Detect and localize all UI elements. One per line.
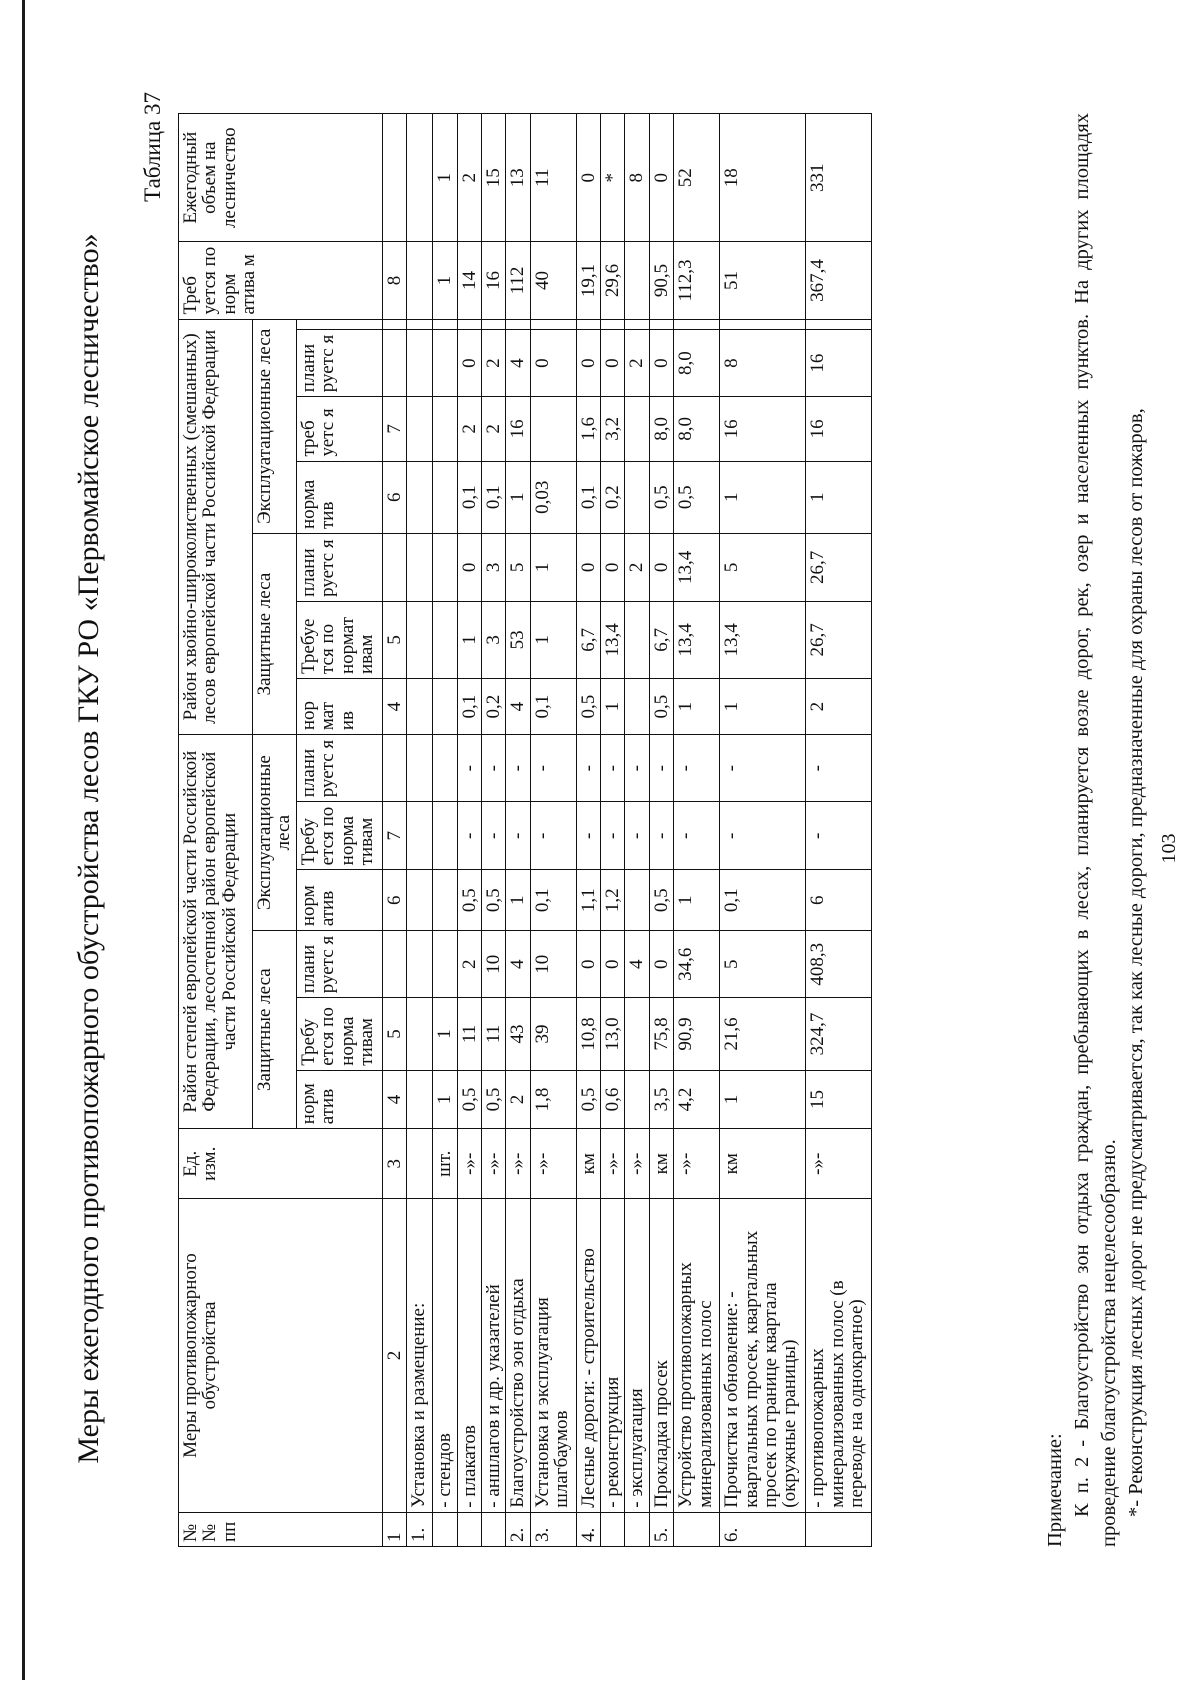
value-cell: 8 xyxy=(625,114,649,242)
measure-cell: Прочистка и обновление: - квартальных просек, квартальных просек по границе квартала (окружные границы) xyxy=(720,1199,806,1512)
value-cell xyxy=(625,461,649,533)
header-r2p-required: Требуе тся по нормат ивам xyxy=(296,601,382,678)
table-body xyxy=(407,114,872,1547)
measure-cell: - аншлагов и др. указателей xyxy=(481,1199,505,1512)
value-cell: 4,2 xyxy=(674,1070,720,1128)
value-cell: 324,7 xyxy=(806,998,872,1070)
value-cell: 1 xyxy=(433,998,457,1070)
header-r1p-required: Требу ется по норма тивам xyxy=(296,998,382,1070)
value-cell: 0 xyxy=(576,114,600,242)
row-number-cell xyxy=(806,1512,872,1546)
header-r2p-norm: нор мат ив xyxy=(296,679,382,735)
value-cell: 0 xyxy=(601,330,625,397)
value-cell xyxy=(407,319,433,330)
header-r1e-norm: норм атив xyxy=(296,870,382,931)
col-number: 4 xyxy=(382,1070,406,1128)
value-cell xyxy=(433,870,457,931)
value-cell: 1 xyxy=(530,534,576,602)
value-cell: 5 xyxy=(720,931,806,998)
value-cell: - xyxy=(625,735,649,802)
value-cell: 1 xyxy=(806,461,872,533)
value-cell xyxy=(407,461,433,533)
value-cell: 2 xyxy=(457,114,481,242)
value-cell xyxy=(625,242,649,319)
value-cell: 0,6 xyxy=(601,1070,625,1128)
value-cell: 2 xyxy=(806,679,872,735)
value-cell: 408,3 xyxy=(806,931,872,998)
fire-protection-table xyxy=(178,113,872,1547)
row-number-cell xyxy=(601,1512,625,1546)
value-cell: 14 xyxy=(457,242,481,319)
value-cell: 1 xyxy=(720,461,806,533)
value-cell: 0,5 xyxy=(457,1070,481,1128)
value-cell xyxy=(806,319,872,330)
value-cell: 8 xyxy=(720,330,806,397)
value-cell xyxy=(407,330,433,397)
value-cell: - xyxy=(530,735,576,802)
value-cell: 13,4 xyxy=(674,601,720,678)
value-cell: 0 xyxy=(649,931,673,998)
value-cell xyxy=(407,1129,433,1199)
value-cell xyxy=(530,319,576,330)
header-r1p-planned: плани руетс я xyxy=(296,931,382,998)
value-cell: - xyxy=(625,802,649,870)
value-cell: - xyxy=(674,802,720,870)
value-cell: - xyxy=(576,802,600,870)
value-cell: 16 xyxy=(481,242,505,319)
value-cell: -»- xyxy=(674,1129,720,1199)
value-cell: 29,6 xyxy=(601,242,625,319)
value-cell: 15 xyxy=(806,1070,872,1128)
measure-cell: - противопожарных минерализованных полос (в переводе на однократное) xyxy=(806,1199,872,1512)
value-cell: 13 xyxy=(506,114,530,242)
value-cell: 0 xyxy=(601,534,625,602)
value-cell: 0,5 xyxy=(649,461,673,533)
value-cell: 1,6 xyxy=(576,397,600,461)
value-cell: 75,8 xyxy=(649,998,673,1070)
value-cell xyxy=(433,735,457,802)
value-cell xyxy=(407,242,433,319)
value-cell: 19,1 xyxy=(576,242,600,319)
value-cell: -»- xyxy=(601,1129,625,1199)
value-cell xyxy=(625,1070,649,1128)
col-number-blank xyxy=(382,931,406,998)
value-cell: 51 xyxy=(720,242,806,319)
value-cell: 0 xyxy=(576,330,600,397)
value-cell xyxy=(433,601,457,678)
value-cell xyxy=(433,679,457,735)
value-cell: 2 xyxy=(506,1070,530,1128)
value-cell: 26,7 xyxy=(806,534,872,602)
value-cell: - xyxy=(457,735,481,802)
header-total-required: Треб уется по норм атива м xyxy=(179,242,383,319)
value-cell: 0,5 xyxy=(649,870,673,931)
table-row xyxy=(601,114,625,1547)
col-number: 5 xyxy=(382,998,406,1070)
measure-cell: Установка и размещение: xyxy=(407,1199,433,1512)
col-number: 1 xyxy=(382,1512,406,1546)
value-cell xyxy=(433,319,457,330)
header-r2e-planned: плани руетс я xyxy=(296,330,382,397)
note-1: К п. 2 - Благоустройство зон отдыха граждан, пребывающих в лесах, планируется возле дорог, рек, озер и населенных пунктов. На других площадях проведение благоустройства нецелесообразно. xyxy=(1071,113,1121,1547)
value-cell: 4 xyxy=(506,679,530,735)
header-r1e-planned: плани руетс я xyxy=(296,735,382,802)
table-row xyxy=(506,114,530,1547)
value-cell: 11 xyxy=(481,998,505,1070)
measure-cell: Лесные дороги: - строительство xyxy=(576,1199,600,1512)
value-cell: 0,5 xyxy=(481,1070,505,1128)
value-cell: 8,0 xyxy=(674,397,720,461)
value-cell xyxy=(407,802,433,870)
value-cell: 0 xyxy=(601,931,625,998)
value-cell: * xyxy=(601,114,625,242)
value-cell: - xyxy=(481,802,505,870)
value-cell: 1 xyxy=(433,114,457,242)
value-cell: 34,6 xyxy=(674,931,720,998)
value-cell: - xyxy=(530,802,576,870)
header-spacer xyxy=(296,319,382,330)
value-cell xyxy=(625,679,649,735)
measure-cell: Благоустройство зон отдыха xyxy=(506,1199,530,1512)
value-cell: 1 xyxy=(506,461,530,533)
value-cell: 331 xyxy=(806,114,872,242)
table-row xyxy=(457,114,481,1547)
header-annual-volume: Ежегодный объем на лесничество xyxy=(179,114,383,242)
header-r1p-norm: норм атив xyxy=(296,1070,382,1128)
col-number-blank xyxy=(382,114,406,242)
value-cell: -»- xyxy=(625,1129,649,1199)
col-number-blank xyxy=(382,319,406,330)
value-cell: 10,8 xyxy=(576,998,600,1070)
value-cell: - xyxy=(649,735,673,802)
row-number-cell: 1. xyxy=(407,1512,433,1546)
header-r1e-required: Требу ется по норма тивам xyxy=(296,802,382,870)
value-cell: 1 xyxy=(720,679,806,735)
value-cell: 8,0 xyxy=(649,397,673,461)
col-number: 6 xyxy=(382,461,406,533)
col-number-blank xyxy=(382,534,406,602)
value-cell: 1,8 xyxy=(530,1070,576,1128)
value-cell: 0 xyxy=(649,534,673,602)
value-cell: 5 xyxy=(506,534,530,602)
value-cell: 0,1 xyxy=(720,870,806,931)
value-cell xyxy=(674,319,720,330)
value-cell: 0,1 xyxy=(530,870,576,931)
value-cell xyxy=(433,931,457,998)
value-cell: 1 xyxy=(457,601,481,678)
value-cell xyxy=(625,601,649,678)
table-row xyxy=(720,114,806,1547)
value-cell: 0,2 xyxy=(601,461,625,533)
value-cell: 367,4 xyxy=(806,242,872,319)
value-cell: 1 xyxy=(433,242,457,319)
notes xyxy=(1042,113,1150,1547)
row-number-cell: 5. xyxy=(649,1512,673,1546)
col-number: 8 xyxy=(382,242,406,319)
value-cell: - xyxy=(601,735,625,802)
value-cell: - xyxy=(649,802,673,870)
row-number-cell xyxy=(625,1512,649,1546)
value-cell: - xyxy=(720,735,806,802)
value-cell: 0 xyxy=(649,330,673,397)
value-cell xyxy=(649,319,673,330)
col-number: 2 xyxy=(382,1199,406,1512)
value-cell: 6,7 xyxy=(649,601,673,678)
row-number-cell xyxy=(457,1512,481,1546)
value-cell: 52 xyxy=(674,114,720,242)
value-cell: 53 xyxy=(506,601,530,678)
row-number-cell xyxy=(674,1512,720,1546)
value-cell: 0,5 xyxy=(481,870,505,931)
col-number: 4 xyxy=(382,679,406,735)
measure-cell: - плакатов xyxy=(457,1199,481,1512)
value-cell: - xyxy=(576,735,600,802)
value-cell: 10 xyxy=(481,931,505,998)
value-cell: 0 xyxy=(576,534,600,602)
notes-label: Примечание: xyxy=(1044,1433,1066,1547)
value-cell: шт. xyxy=(433,1129,457,1199)
value-cell: 4 xyxy=(506,931,530,998)
value-cell xyxy=(407,931,433,998)
value-cell: -»- xyxy=(481,1129,505,1199)
value-cell: - xyxy=(806,735,872,802)
row-number-cell xyxy=(433,1512,457,1546)
measure-cell: - эксплуатация xyxy=(625,1199,649,1512)
value-cell xyxy=(576,319,600,330)
value-cell: 1 xyxy=(530,601,576,678)
value-cell: 8,0 xyxy=(674,330,720,397)
value-cell: 2 xyxy=(481,397,505,461)
value-cell: км xyxy=(576,1129,600,1199)
value-cell: 16 xyxy=(806,330,872,397)
value-cell: 0,1 xyxy=(481,461,505,533)
table-row xyxy=(806,114,872,1547)
value-cell: 0 xyxy=(576,931,600,998)
value-cell: 0,03 xyxy=(530,461,576,533)
value-cell xyxy=(433,534,457,602)
value-cell xyxy=(407,870,433,931)
header-r2e-required: треб уетс я xyxy=(296,397,382,461)
value-cell: - xyxy=(601,802,625,870)
value-cell xyxy=(407,679,433,735)
value-cell xyxy=(506,319,530,330)
value-cell xyxy=(407,601,433,678)
value-cell: 1 xyxy=(674,679,720,735)
value-cell: 2 xyxy=(481,330,505,397)
value-cell: 2 xyxy=(457,397,481,461)
value-cell: 0 xyxy=(649,114,673,242)
header-r1-protective: Защитные леса xyxy=(253,931,297,1129)
value-cell: 0 xyxy=(530,330,576,397)
row-number-cell: 4. xyxy=(576,1512,600,1546)
header-r2e-norm: норма тив xyxy=(296,461,382,533)
value-cell: 1 xyxy=(506,870,530,931)
value-cell xyxy=(407,998,433,1070)
table-row xyxy=(530,114,576,1547)
value-cell: 13,0 xyxy=(601,998,625,1070)
value-cell: - xyxy=(481,735,505,802)
value-cell: - xyxy=(720,802,806,870)
table-row xyxy=(649,114,673,1547)
col-number-blank xyxy=(382,735,406,802)
row-number-cell: 3. xyxy=(530,1512,576,1546)
value-cell xyxy=(407,397,433,461)
value-cell: 1,2 xyxy=(601,870,625,931)
measure-cell: Прокладка просек xyxy=(649,1199,673,1512)
value-cell: 16 xyxy=(506,397,530,461)
value-cell: - xyxy=(506,802,530,870)
value-cell xyxy=(625,397,649,461)
col-number: 3 xyxy=(382,1129,406,1199)
value-cell: 6,7 xyxy=(576,601,600,678)
table-row xyxy=(433,114,457,1547)
header-measures: Меры противопожарного обустройства xyxy=(179,1199,383,1512)
value-cell: 18 xyxy=(720,114,806,242)
page-title: Меры ежегодного противопожарного обустройства лесов ГКУ РО «Первомайское лесничество» xyxy=(72,233,105,1464)
measure-cell: - реконструкция xyxy=(601,1199,625,1512)
value-cell: 0,1 xyxy=(457,461,481,533)
value-cell: 90,9 xyxy=(674,998,720,1070)
value-cell: - xyxy=(674,735,720,802)
value-cell: 21,6 xyxy=(720,998,806,1070)
header-r2-protective: Защитные леса xyxy=(253,534,297,735)
header-region-2: Район хвойно-широколиственных (смешанных) лесов европейской части Российской Федерации xyxy=(179,319,253,735)
value-cell: 0 xyxy=(457,534,481,602)
header-r2-exploitation: Эксплуатационные леса xyxy=(253,319,297,533)
value-cell: 0,5 xyxy=(674,461,720,533)
value-cell: 0,1 xyxy=(457,679,481,735)
value-cell: км xyxy=(720,1129,806,1199)
note-2: *- Реконструкция лесных дорог не предусматривается, так как лесные дороги, предназначенные для охраны лесов от пожаров, xyxy=(1125,408,1148,1517)
value-cell: 3,2 xyxy=(601,397,625,461)
value-cell: 16 xyxy=(720,397,806,461)
row-number-cell: 6. xyxy=(720,1512,806,1546)
measure-cell: - стендов xyxy=(433,1199,457,1512)
value-cell xyxy=(720,319,806,330)
value-cell: 4 xyxy=(506,330,530,397)
value-cell xyxy=(601,319,625,330)
table-row xyxy=(674,114,720,1547)
header-unit: Ед. изм. xyxy=(179,1129,383,1199)
value-cell xyxy=(625,319,649,330)
measure-cell: Устройство противопожарных минерализованных полос xyxy=(674,1199,720,1512)
value-cell: 39 xyxy=(530,998,576,1070)
value-cell: 1,1 xyxy=(576,870,600,931)
value-cell: 16 xyxy=(806,397,872,461)
value-cell: - xyxy=(506,735,530,802)
value-cell: 0,5 xyxy=(649,679,673,735)
row-number-cell: 2. xyxy=(506,1512,530,1546)
value-cell: 3 xyxy=(481,601,505,678)
value-cell: 40 xyxy=(530,242,576,319)
value-cell: км xyxy=(649,1129,673,1199)
value-cell: 6 xyxy=(806,870,872,931)
table-row xyxy=(407,114,433,1547)
value-cell: 90,5 xyxy=(649,242,673,319)
value-cell: - xyxy=(806,802,872,870)
value-cell xyxy=(407,1070,433,1128)
measure-cell: Установка и эксплуатация шлагбаумов xyxy=(530,1199,576,1512)
value-cell: 1 xyxy=(433,1070,457,1128)
col-number-blank xyxy=(382,330,406,397)
page-number: 103 xyxy=(1158,833,1180,864)
value-cell: 2 xyxy=(457,931,481,998)
value-cell: 26,7 xyxy=(806,601,872,678)
header-region-1: Район степей европейской части Российской Федерации, лесостепной район европейской части Российской Федерации xyxy=(179,735,253,1129)
value-cell: 112,3 xyxy=(674,242,720,319)
value-cell xyxy=(481,319,505,330)
table-row xyxy=(576,114,600,1547)
value-cell: 13,4 xyxy=(720,601,806,678)
value-cell: 2 xyxy=(625,534,649,602)
table-row xyxy=(481,114,505,1547)
value-cell: 5 xyxy=(720,534,806,602)
value-cell: 0,5 xyxy=(457,870,481,931)
header-r2p-planned: плани руетс я xyxy=(296,534,382,602)
value-cell: 0 xyxy=(457,330,481,397)
value-cell: 1 xyxy=(720,1070,806,1128)
value-cell: 13,4 xyxy=(601,601,625,678)
value-cell xyxy=(407,114,433,242)
value-cell: 43 xyxy=(506,998,530,1070)
value-cell: -»- xyxy=(530,1129,576,1199)
value-cell: 0,1 xyxy=(530,679,576,735)
value-cell xyxy=(433,461,457,533)
value-cell: -»- xyxy=(806,1129,872,1199)
value-cell: 10 xyxy=(530,931,576,998)
value-cell xyxy=(407,735,433,802)
value-cell xyxy=(433,397,457,461)
col-number: 5 xyxy=(382,601,406,678)
table-caption: Таблица 37 xyxy=(140,92,165,202)
value-cell xyxy=(433,802,457,870)
col-number: 6 xyxy=(382,870,406,931)
value-cell xyxy=(457,319,481,330)
value-cell: 3 xyxy=(481,534,505,602)
value-cell: 4 xyxy=(625,931,649,998)
value-cell: -»- xyxy=(506,1129,530,1199)
value-cell: 1 xyxy=(601,679,625,735)
value-cell: 13,4 xyxy=(674,534,720,602)
value-cell: 1 xyxy=(674,870,720,931)
value-cell: 112 xyxy=(506,242,530,319)
value-cell: - xyxy=(457,802,481,870)
value-cell xyxy=(407,534,433,602)
value-cell: 11 xyxy=(457,998,481,1070)
value-cell xyxy=(433,330,457,397)
value-cell: 11 xyxy=(530,114,576,242)
row-number-cell xyxy=(481,1512,505,1546)
header-no: № № пп xyxy=(179,1512,383,1546)
value-cell: 0,5 xyxy=(576,1070,600,1128)
col-number: 7 xyxy=(382,397,406,461)
value-cell: 15 xyxy=(481,114,505,242)
value-cell: 2 xyxy=(625,330,649,397)
value-cell: -»- xyxy=(457,1129,481,1199)
header-r1-exploitation: Эксплуатационные леса xyxy=(253,735,297,931)
value-cell: 0,1 xyxy=(576,461,600,533)
col-number: 7 xyxy=(382,802,406,870)
table-row xyxy=(625,114,649,1547)
value-cell: 3,5 xyxy=(649,1070,673,1128)
value-cell xyxy=(625,870,649,931)
value-cell xyxy=(625,998,649,1070)
value-cell: 0,5 xyxy=(576,679,600,735)
value-cell: 0,2 xyxy=(481,679,505,735)
value-cell xyxy=(530,397,576,461)
